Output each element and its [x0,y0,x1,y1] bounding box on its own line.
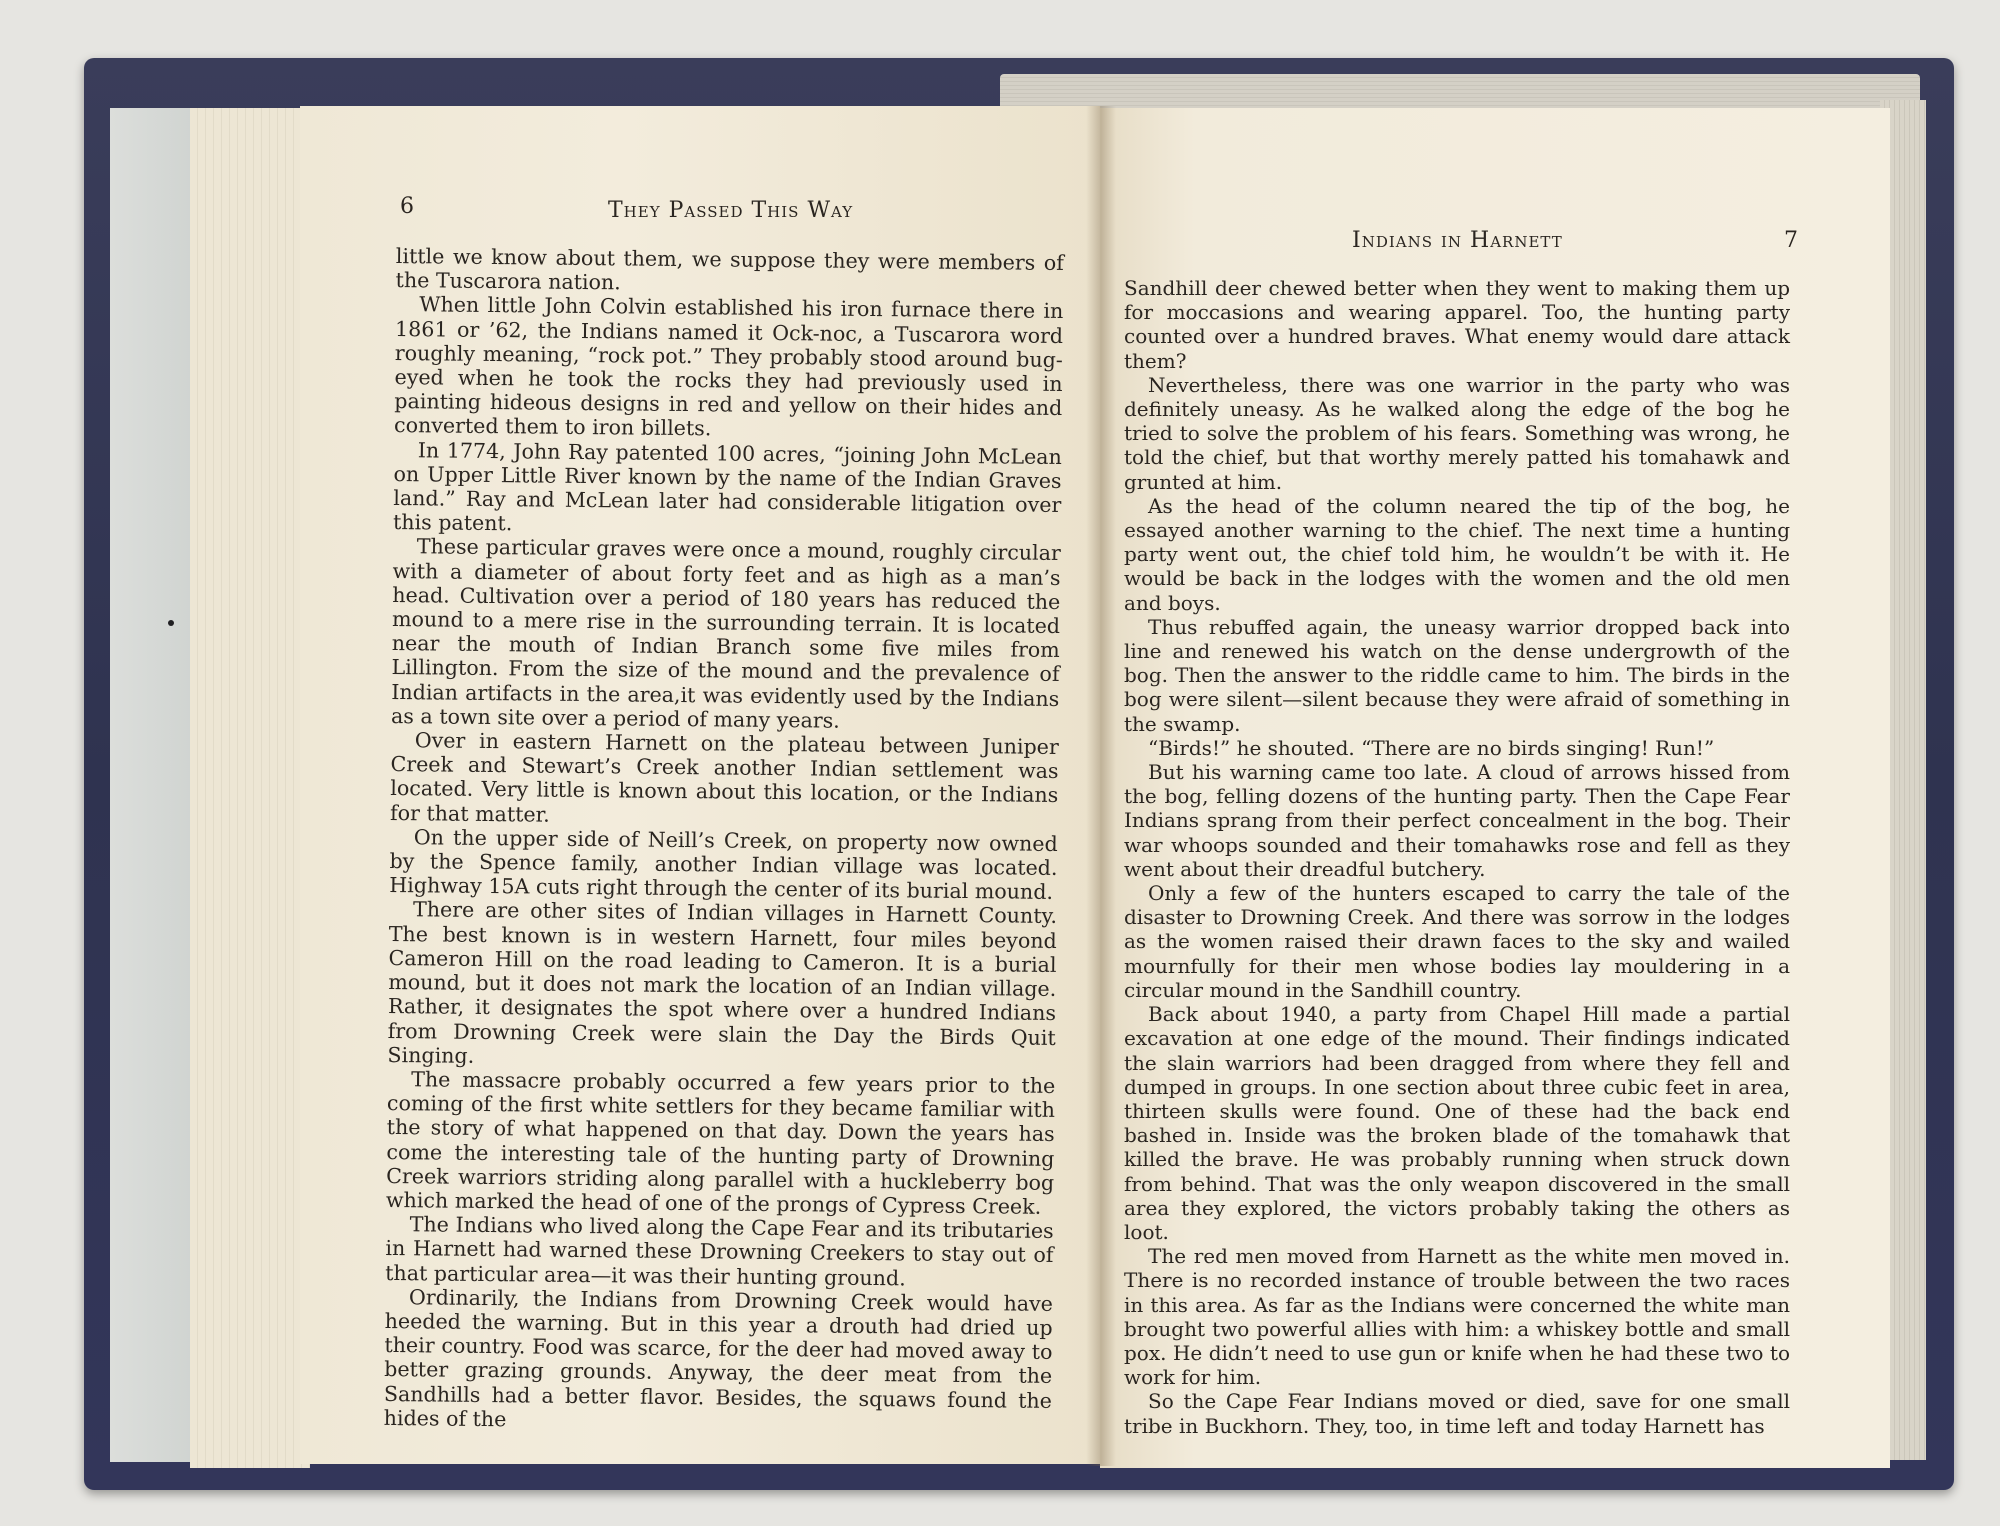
right-page-body [1124,276,1790,1438]
right-page-number: 7 [1784,228,1798,253]
paragraph: The massacre probably occurred a few years prior to the coming of the first white settlers for they became familiar with the story of what happened on that day. Down the years has come the interesting tale of the hunting party of Drowning Creek warriors striding along parallel with a huckleberry bog which marked the head of one of the prongs of Cypress Creek. [385,1067,1056,1219]
paragraph: “Birds!” he shouted. “There are no birds singing! Run!” [1148,735,1715,760]
flyleaf [110,108,200,1462]
paragraph: In 1774, John Ray patented 100 acres, “joining John McLean on Upper Little River known by the name of the Indian Graves land.” Ray and McLean later had considerable litigation over this patent. [392,437,1062,536]
paragraph: little we know about them, we suppose they were members of the Tuscarora nation. [395,244,1064,295]
paragraph: Over in eastern Harnett on the plateau between Juniper Creek and Stewart’s Creek another Indian settlement was located. Very little is known about this location, or the Indians for that matter. [389,728,1059,827]
paragraph: Ordinarily, the Indians from Drowning Creek would have heeded the warning. But in this year a drouth had dried up their country. Food was scarce, for the deer had moved away to better grazing grounds. Anyway, the deer meat from the Sandhills had a better flavor. Besides, the squaws found the hides of the [383,1284,1054,1431]
ink-dot [168,620,174,626]
paragraph: The Indians who lived along the Cape Fear and its tributaries in Harnett had warned these Drowning Creekers to stay out of that particular area—it was their hunting ground. [385,1212,1054,1290]
paragraph: These particular graves were once a mound, roughly circular with a diameter of about forty feet and as high as a man’s head. Cultivation over a period of 180 years has reduced the mound to a mere rise in the surrounding terrain. It is located near the mouth of Indian Branch some five miles from Lillington. From the size of the mound and the prevalence of Indian artifacts in the area,it was evidently used by the Indians as a town site over a period of many years. [390,534,1061,733]
paragraph: Sandhill deer chewed better when they went to making them up for moccasions and wearing apparel. Too, the hunting party counted over a hundred braves. What enemy would dare attack them? [1124,276,1790,373]
paragraph: Thus rebuffed again, the uneasy warrior dropped back into line and renewed his watch on the dense undergrowth of the bog. Then the answer to the riddle came to him. The birds in the bog were silent—silent because they were afraid of something in the swamp. [1124,614,1790,736]
left-running-head: They Passed This Way [608,198,854,223]
left-page [300,106,1100,1464]
paragraph: Back about 1940, a party from Chapel Hill made a partial excavation at one edge of the mound. Their findings indicated the slain warriors had been dragged from where they fell and dumped in groups. In one section about three cubic feet in area, thirteen skulls were found. One of these had the back end bashed in. Inside was the broken blade of the tomahawk that killed the brave. He was probably running when struck down from behind. That was the only weapon discovered in the small area they explored, the victors probably taking the others as loot. [1124,1002,1790,1244]
book-gutter [1086,106,1116,1466]
paragraph: But his warning came too late. A cloud of arrows hissed from the bog, felling dozens of the hunting party. Then the Cape Fear Indians sprang from their perfect concealment in the bog. Their war whoops sounded and their tomahawks rose and fell as they went about their dreadful butchery. [1124,760,1790,881]
paragraph: As the head of the column neared the tip of the bog, he essayed another warning to the chief. The next time a hunting party went out, the chief told him, he wouldn’t be with it. He would be back in the lodges with the women and the old men and boys. [1124,493,1790,615]
paragraph: When little John Colvin established his iron furnace there in 1861 or ’62, the Indians named it Ock-noc, a Tuscarora word roughly meaning, “rock pot.” They probably stood around bug-eyed when he took the rocks they had previously used in painting hideous designs in red and yellow on their hides and converted them to iron billets. [393,292,1064,441]
paragraph: On the upper side of Neill’s Creek, on property now owned by the Spence family, another Indian village was located. Highway 15A cuts right through the center of its burial mound. [389,825,1058,905]
paragraph: There are other sites of Indian villages in Harnett County. The best known is in western Harnett, four miles beyond Cameron Hill on the road leading to Cameron. It is a burial mound, but it does not mark the location of an Indian village. Rather, it designates the spot where over a hundred Indians from Drowning Creek were slain the Day the Birds Quit Singing. [387,897,1058,1068]
paragraph: The red men moved from Harnett as the white men moved in. There is no recorded instance of trouble between the two races in this area. As far as the Indians were concerned the white man brought two powerful allies with him: a whiskey bottle and small pox. He didn’t need to use gun or knife when he had these two to work for him. [1124,1244,1790,1390]
page-edges-left [190,108,310,1468]
paragraph: So the Cape Fear Indians moved or died, save for one small tribe in Buckhorn. They, too, in time left and today Harnett has [1124,1389,1790,1438]
left-page-body [384,244,1064,1437]
right-page [1100,108,1890,1468]
paragraph: Nevertheless, there was one warrior in the party who was definitely uneasy. As he walked along the edge of the bog he tried to solve the problem of his fears. Something was wrong, he told the chief, but that worthy merely patted his tomahawk and grunted at him. [1124,372,1790,494]
right-running-head: Indians in Harnett [1352,228,1563,253]
left-page-number: 6 [400,194,414,219]
paragraph: Only a few of the hunters escaped to carry the tale of the disaster to Drowning Creek. And there was sorrow in the lodges as the women raised their drawn faces to the sky and wailed mournfully for their men whose bodies lay mouldering in a circular mound in the Sandhill country. [1124,881,1790,1002]
